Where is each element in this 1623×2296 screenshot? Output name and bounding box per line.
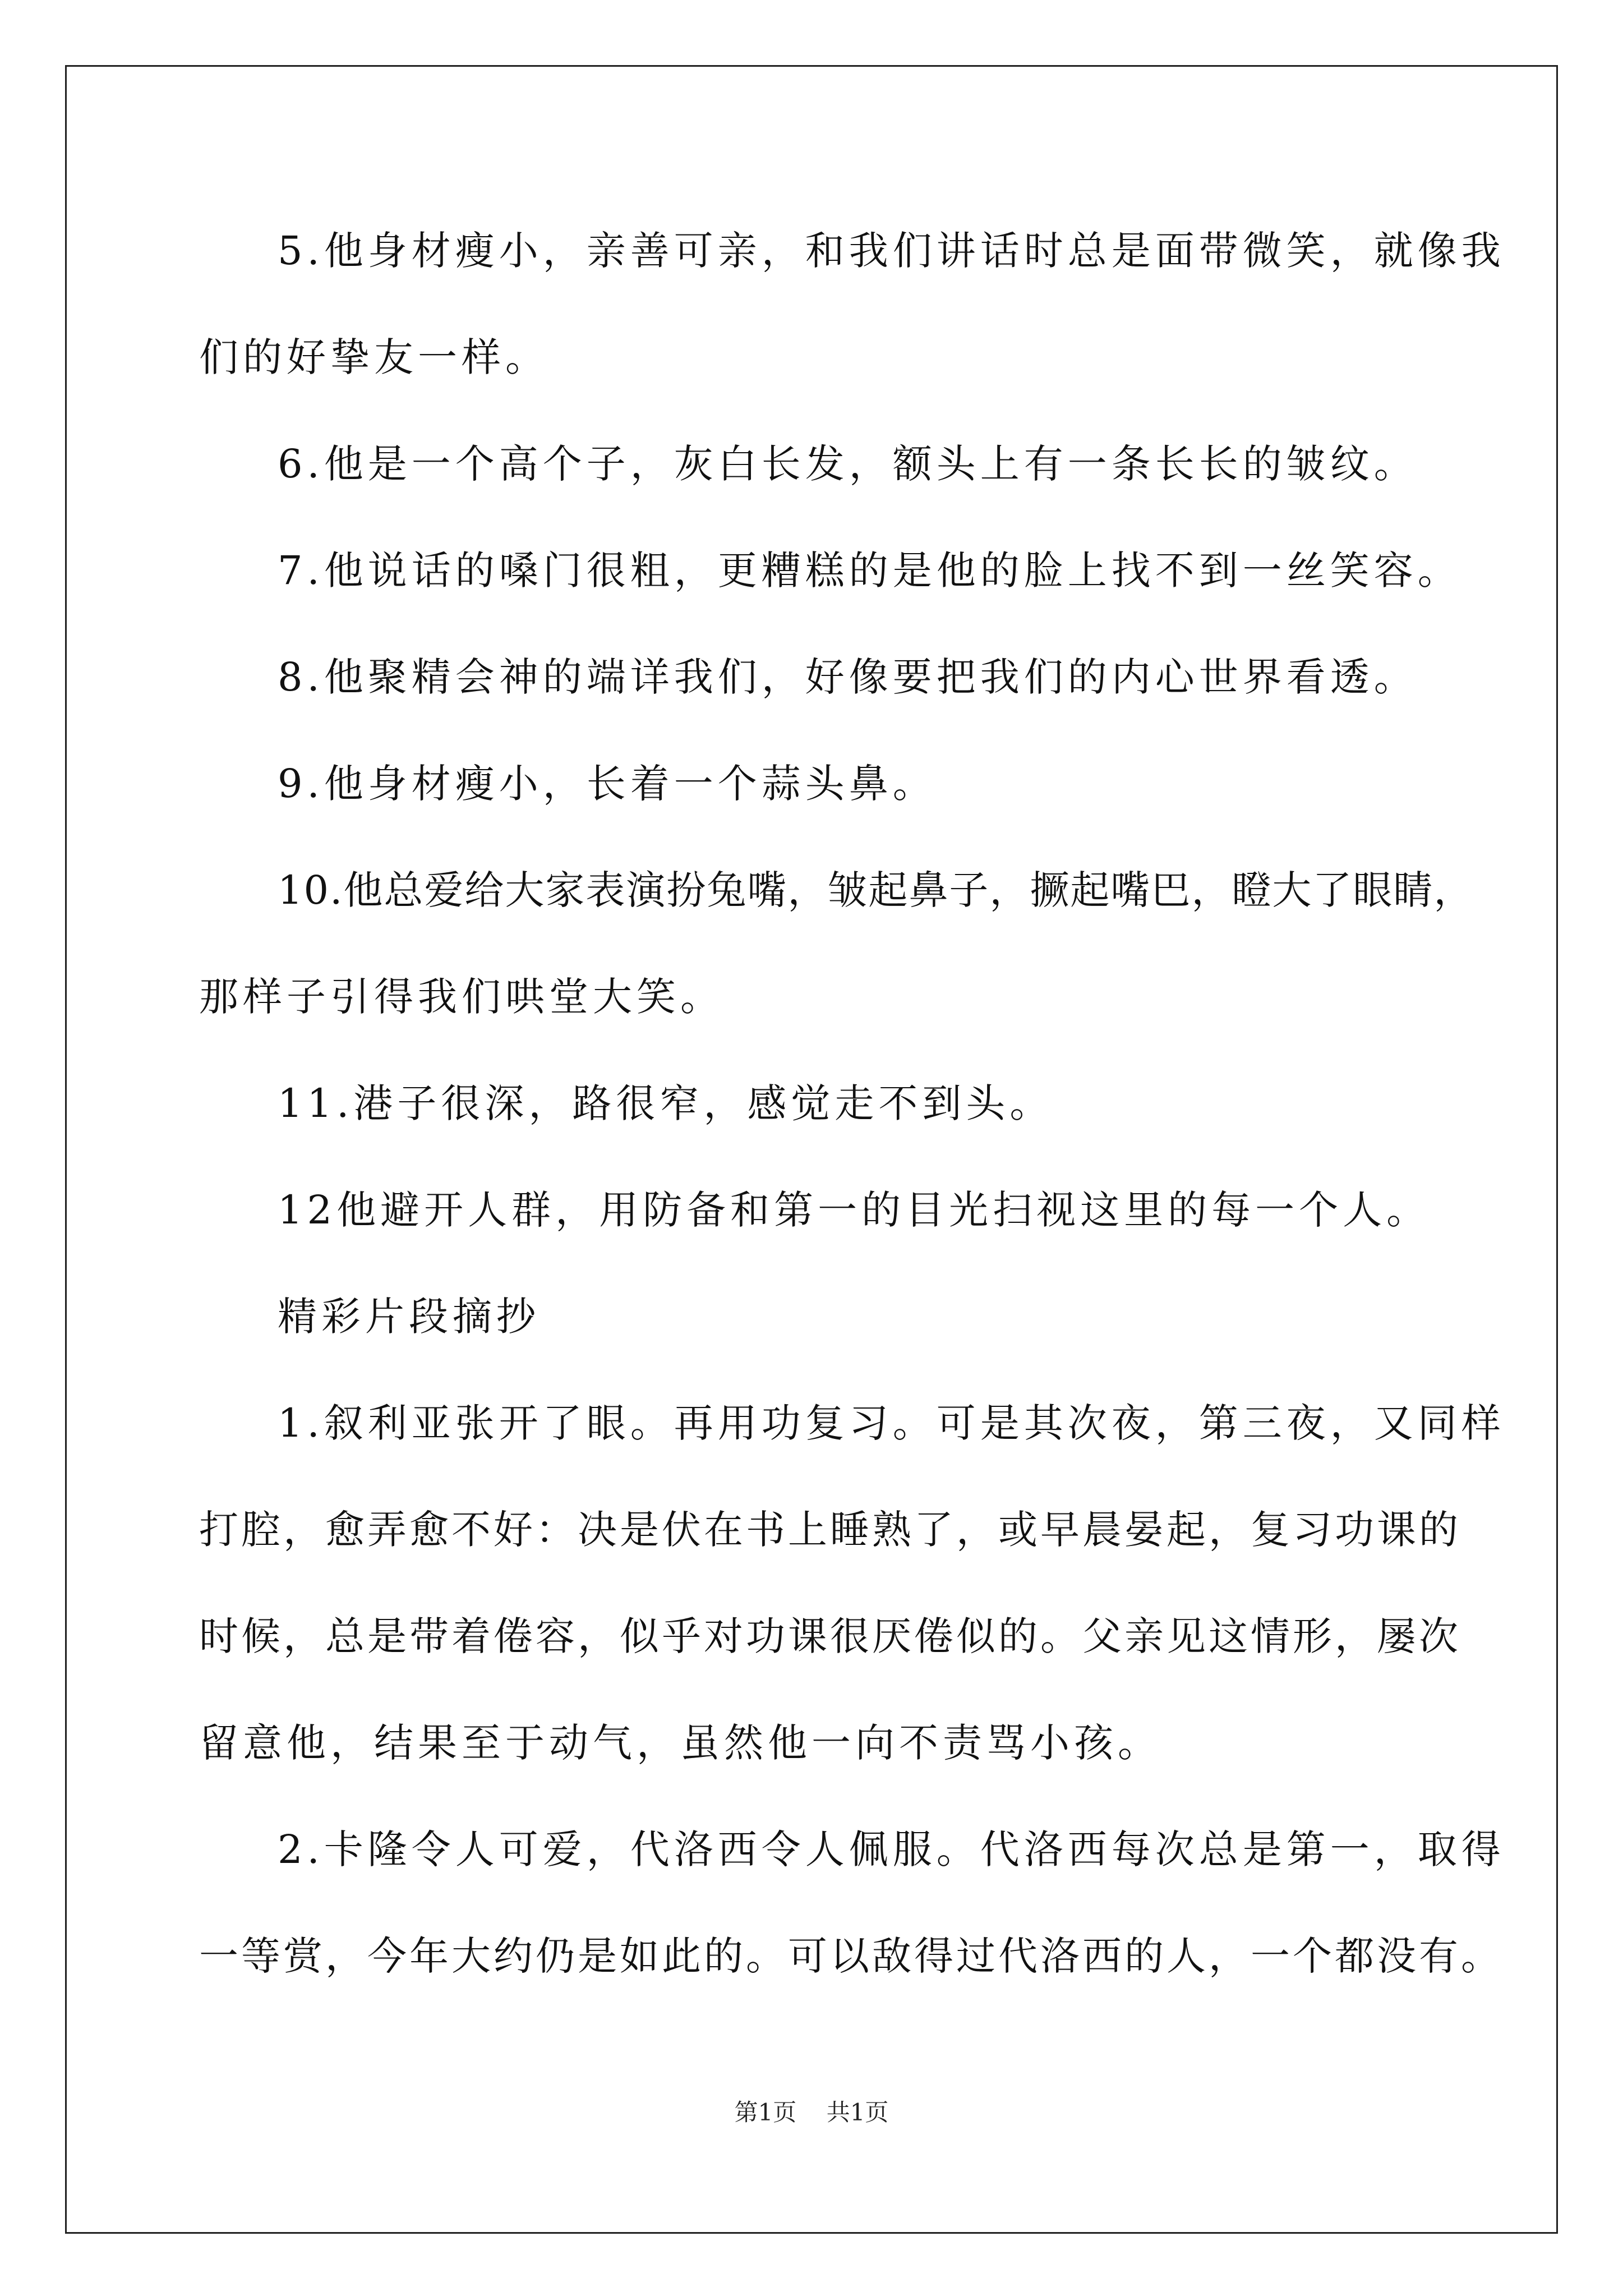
text-line: 7.他说话的嗓门很粗，更糟糕的是他的脸上找不到一丝笑容。 xyxy=(278,547,1461,593)
page-number-current: 第1页 xyxy=(734,2099,797,2126)
text-line: 打腔，愈弄愈不好：决是伏在书上睡熟了，或早晨晏起，复习功课的 xyxy=(199,1507,1461,1553)
text-line: 时候，总是带着倦容，似乎对功课很厌倦似的。父亲见这情形，屡次 xyxy=(199,1613,1461,1659)
section-heading: 精彩片段摘抄 xyxy=(278,1294,540,1340)
page-border xyxy=(65,65,1558,2234)
text-line: 2.卡隆令人可爱，代洛西令人佩服。代洛西每次总是第一，取得 xyxy=(278,1826,1505,1872)
text-line: 1.叙利亚张开了眼。再用功复习。可是其次夜，第三夜，又同样 xyxy=(278,1400,1505,1446)
page-footer xyxy=(0,2097,1623,2128)
text-line: 8.他聚精会神的端详我们，好像要把我们的内心世界看透。 xyxy=(278,654,1418,700)
text-line: 留意他，结果至于动气，虽然他一向不责骂小孩。 xyxy=(199,1720,1161,1766)
text-line: 6.他是一个高个子，灰白长发，额头上有一条长长的皱纹。 xyxy=(278,441,1418,487)
text-line: 们的好挚友一样。 xyxy=(199,334,549,380)
text-line: 10.他总爱给大家表演扮兔嘴，皱起鼻子，撅起嘴巴，瞪大了眼睛， xyxy=(278,867,1474,913)
text-line: 那样子引得我们哄堂大笑。 xyxy=(199,974,724,1020)
text-line: 一等赏，今年大约仍是如此的。可以敌得过代洛西的人，一个都没有。 xyxy=(199,1933,1503,1979)
text-line: 11.港子很深，路很窄，感觉走不到头。 xyxy=(278,1080,1054,1126)
text-line: 12他避开人群，用防备和第一的目光扫视这里的每一个人。 xyxy=(278,1187,1431,1233)
page-number-total: 共1页 xyxy=(826,2099,889,2126)
text-line: 9.他身材瘦小，长着一个蒜头鼻。 xyxy=(278,761,937,807)
text-line: 5.他身材瘦小，亲善可亲，和我们讲话时总是面带微笑，就像我 xyxy=(278,228,1505,274)
